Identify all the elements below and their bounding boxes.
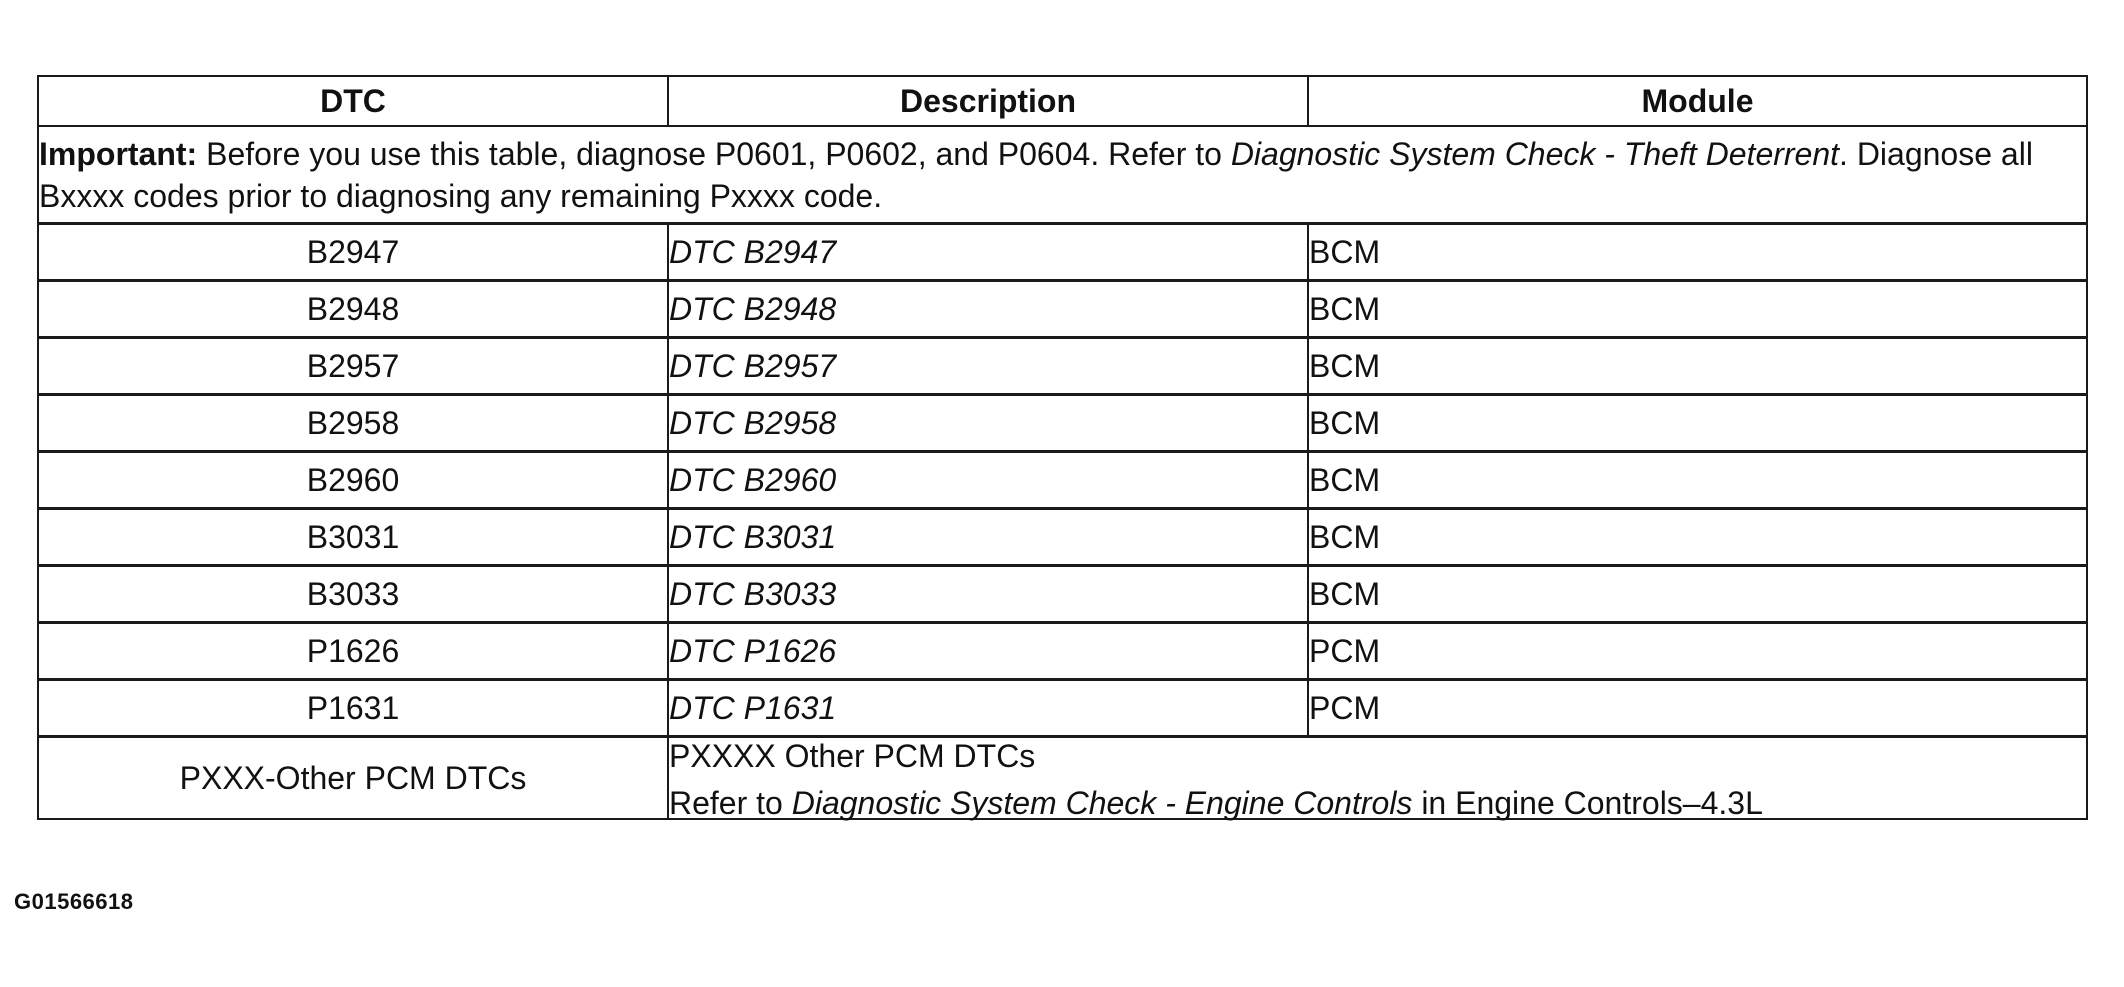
note-row [38,126,2087,224]
dtc-code: P1631 [38,680,668,737]
module-cell: PCM [1308,623,2087,680]
module-cell: BCM [1308,224,2087,281]
reference-prefix: Refer to [669,785,792,821]
other-dtc-reference [669,785,2086,821]
engine-controls-check-link[interactable]: Diagnostic System Check - Engine Controls [791,785,1413,821]
note-label: Important: [39,135,198,172]
other-dtc-description [668,737,2087,820]
dtc-description-link[interactable]: DTC B2958 [668,395,1308,452]
header-dtc: DTC [38,76,668,126]
header-description: Description [668,76,1308,126]
dtc-description-link[interactable]: DTC P1626 [668,623,1308,680]
dtc-code: B2957 [38,338,668,395]
dtc-code: B2948 [38,281,668,338]
table-row [38,224,2087,281]
important-note [38,126,2087,224]
reference-suffix: in Engine Controls–4.3L [1412,785,1763,821]
dtc-code: B2960 [38,452,668,509]
dtc-description-link[interactable]: DTC B2948 [668,281,1308,338]
module-cell: BCM [1308,566,2087,623]
module-cell: BCM [1308,395,2087,452]
module-cell: BCM [1308,452,2087,509]
table-row [38,281,2087,338]
table-row [38,566,2087,623]
module-cell: BCM [1308,509,2087,566]
dtc-code: B2958 [38,395,668,452]
dtc-description-link[interactable]: DTC B2957 [668,338,1308,395]
dtc-code: B3031 [38,509,668,566]
note-ref-title: Diagnostic System Check - Theft Deterrent [1230,135,1840,172]
dtc-description-link[interactable]: DTC B2947 [668,224,1308,281]
table-row [38,680,2087,737]
header-row [38,76,2087,126]
dtc-description-link[interactable]: DTC P1631 [668,680,1308,737]
dtc-description-link[interactable]: DTC B3033 [668,566,1308,623]
dtc-code: P1626 [38,623,668,680]
table-row [38,452,2087,509]
table-row [38,509,2087,566]
dtc-table [37,75,2088,820]
module-cell: PCM [1308,680,2087,737]
table-row [38,395,2087,452]
note-text-part2: . Diagnose all Bxxxx codes prior to diagnosing any remaining Pxxxx code. [39,135,2033,214]
other-pcm-row [38,737,2087,820]
dtc-code: B2947 [38,224,668,281]
note-text-part1: Before you use this table, diagnose P0601, P0602, and P0604. Refer to [197,135,1231,172]
other-dtc-code: PXXX-Other PCM DTCs [38,737,668,820]
module-cell: BCM [1308,338,2087,395]
figure-id: G01566618 [14,889,134,914]
module-cell: BCM [1308,281,2087,338]
table-row [38,338,2087,395]
header-module: Module [1308,76,2087,126]
table-row [38,623,2087,680]
dtc-description-link[interactable]: DTC B3031 [668,509,1308,566]
dtc-code: B3033 [38,566,668,623]
other-dtc-title: PXXXX Other PCM DTCs [669,738,1036,774]
dtc-description-link[interactable]: DTC B2960 [668,452,1308,509]
